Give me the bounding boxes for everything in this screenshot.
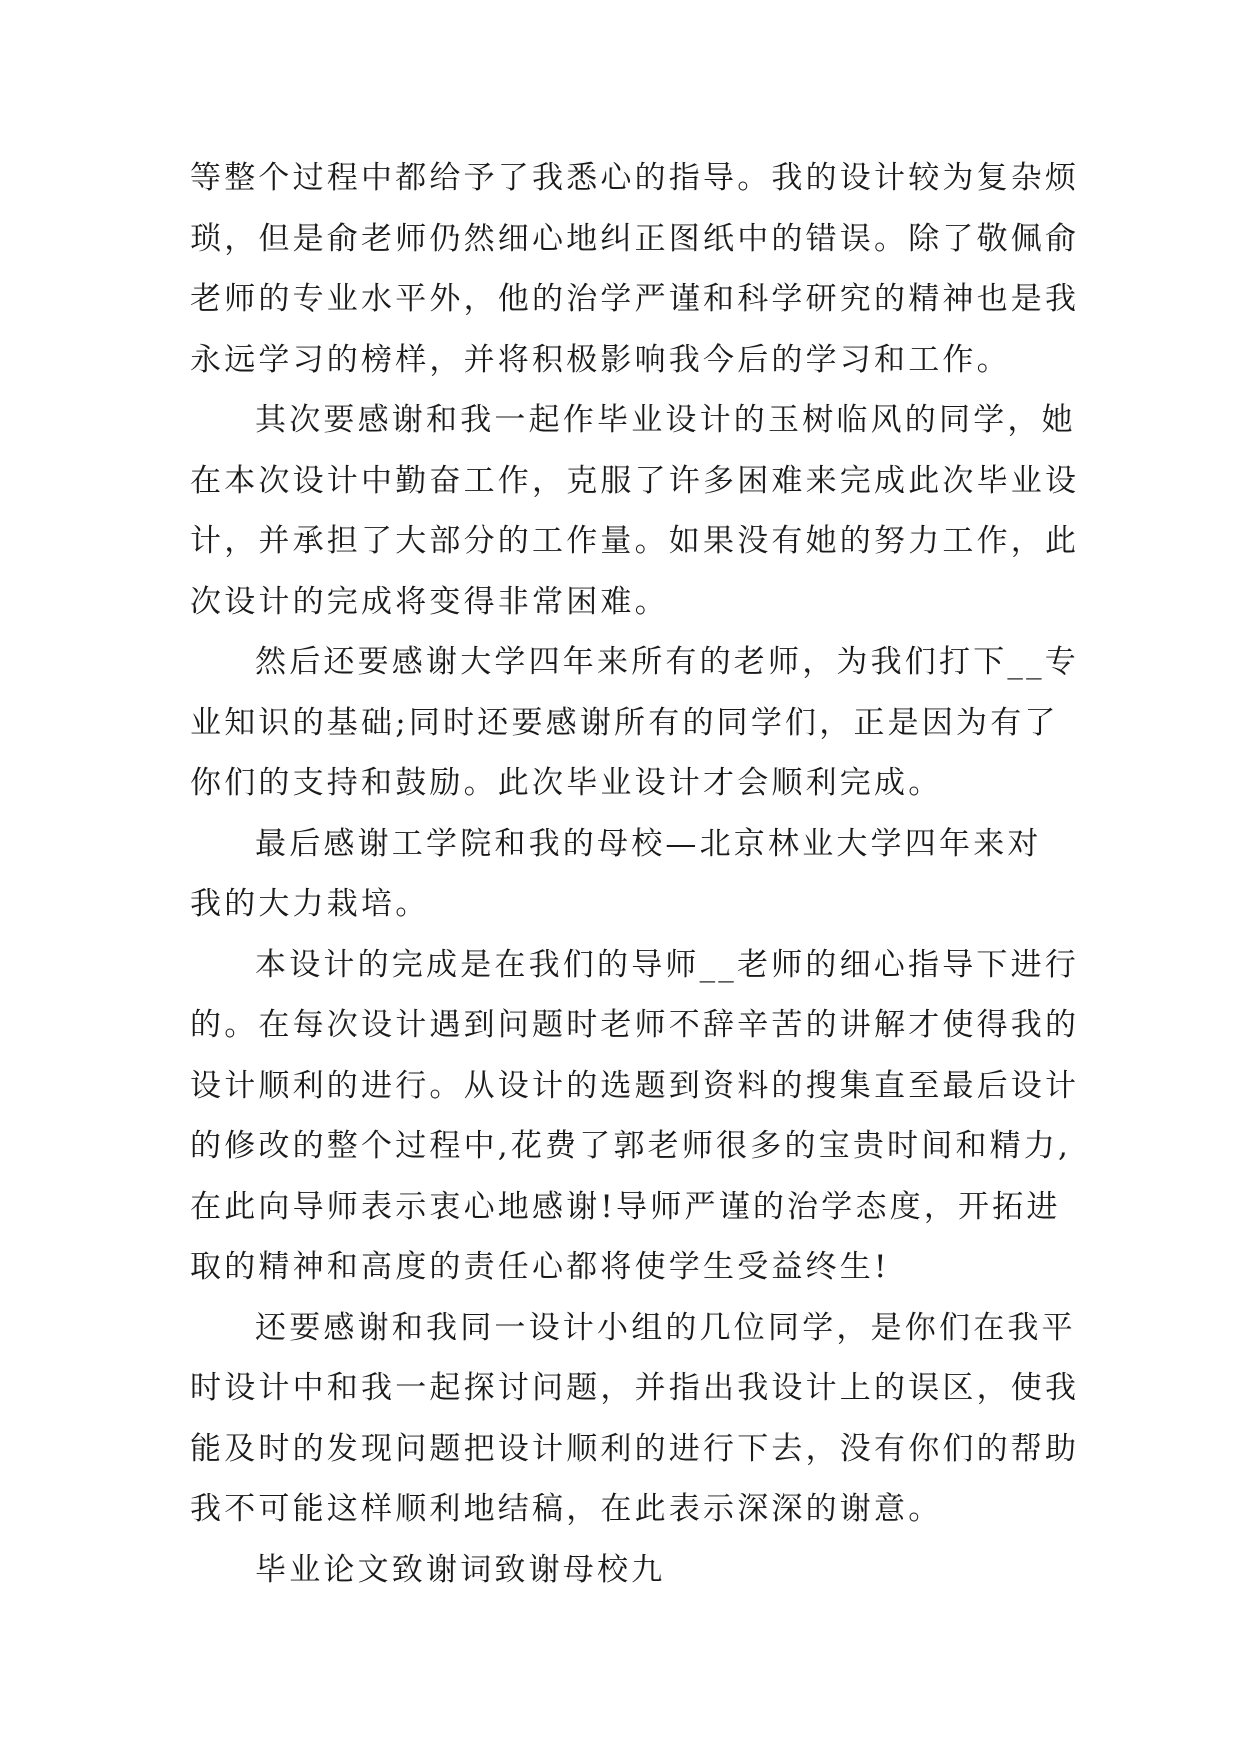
text-line: 我不可能这样顺利地结稿，在此表示深深的谢意。 — [190, 1491, 943, 1527]
text-line: 我的大力栽培。 — [190, 886, 430, 922]
text-line: 的。在每次设计遇到问题时老师不辞辛苦的讲解才使得我的 — [190, 1007, 1080, 1043]
text-line: 次设计的完成将变得非常困难。 — [190, 583, 669, 620]
text-line: 取的精神和高度的责任心都将使学生受益终生! — [190, 1249, 890, 1285]
text-line: 你们的支持和鼓励。此次毕业设计才会顺利完成。 — [190, 765, 943, 801]
text-line: 其次要感谢和我一起作毕业设计的玉树临风的同学，她 — [255, 402, 1076, 438]
text-line: 时设计中和我一起探讨问题，并指出我设计上的误区，使我 — [190, 1370, 1080, 1406]
text-line: 在此向导师表示衷心地感谢!导师严谨的治学态度，开拓进 — [190, 1188, 1061, 1225]
text-line: 老师的专业水平外，他的治学严谨和科学研究的精神也是我 — [190, 281, 1080, 317]
text-line: 还要感谢和我同一设计小组的几位同学，是你们在我平 — [255, 1309, 1076, 1346]
text-line: 然后还要感谢大学四年来所有的老师，为我们打下__专 — [255, 644, 1079, 680]
text-line: 业知识的基础;同时还要感谢所有的同学们，正是因为有了 — [190, 704, 1059, 741]
text-line: 毕业论文致谢词致谢母校九 — [255, 1551, 666, 1588]
text-line: 能及时的发现问题把设计顺利的进行下去，没有你们的帮助 — [190, 1430, 1080, 1467]
text-line: 最后感谢工学院和我的母校—北京林业大学四年来对 — [255, 825, 1042, 862]
text-line: 在本次设计中勤奋工作，克服了许多困难来完成此次毕业设 — [190, 462, 1080, 499]
text-line: 计，并承担了大部分的工作量。如果没有她的努力工作，此 — [190, 523, 1080, 559]
text-line: 等整个过程中都给予了我悉心的指导。我的设计较为复杂烦 — [190, 160, 1080, 196]
text-line: 琐，但是俞老师仍然细心地纠正图纸中的错误。除了敬佩俞 — [190, 220, 1080, 257]
document-body — [190, 148, 1080, 1600]
text-line: 永远学习的榜样，并将积极影响我今后的学习和工作。 — [190, 341, 1011, 378]
text-line: 的修改的整个过程中,花费了郭老师很多的宝贵时间和精力, — [190, 1128, 1072, 1164]
text-line: 本设计的完成是在我们的导师__老师的细心指导下进行 — [255, 946, 1079, 983]
text-line: 设计顺利的进行。从设计的选题到资料的搜集直至最后设计 — [190, 1067, 1080, 1104]
